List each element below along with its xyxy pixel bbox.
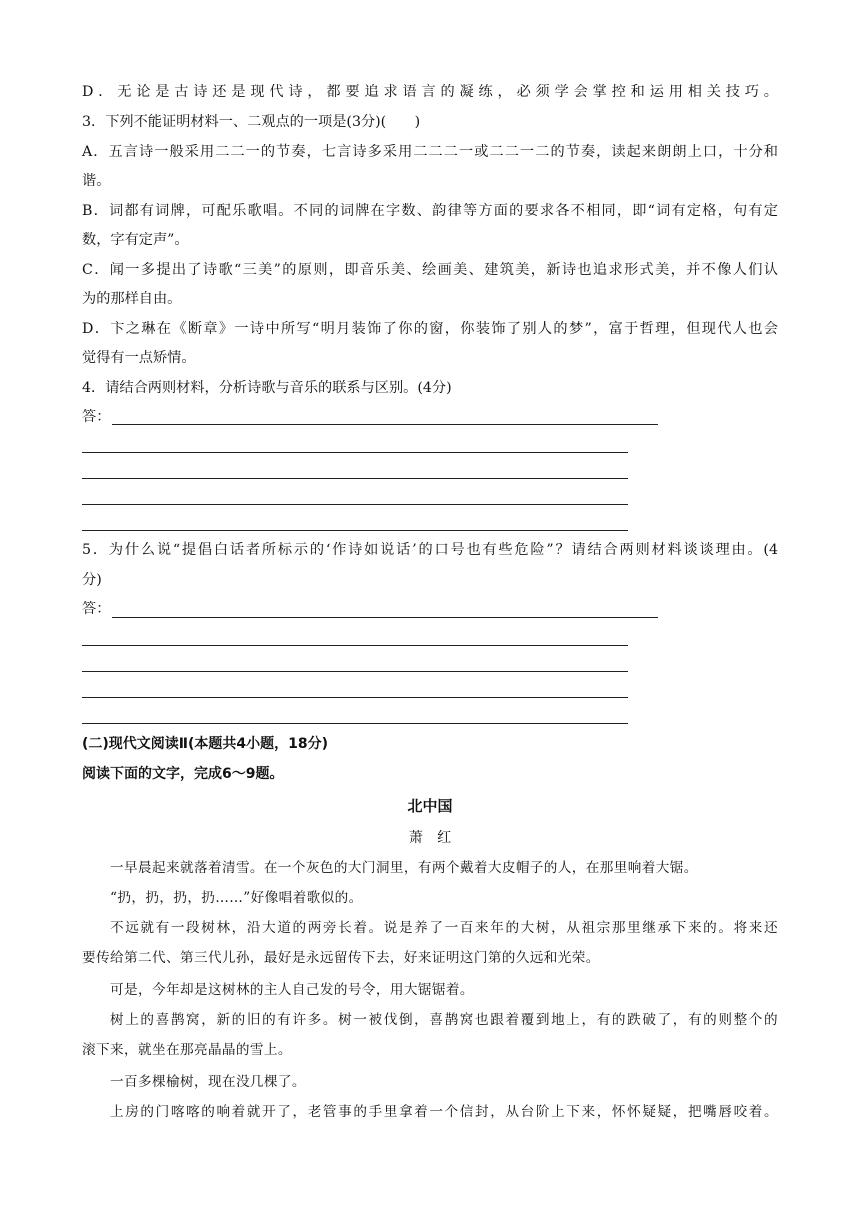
article-paragraph: 可是，今年却是这树林的主人自己发的号令，用大锯锯着。 [110, 982, 474, 998]
q4-answer-line[interactable] [82, 504, 628, 505]
q4-answer-line[interactable] [112, 424, 658, 425]
article-paragraph: 一百多棵榆树，现在没几棵了。 [110, 1074, 306, 1090]
q5-answer-line[interactable] [82, 671, 628, 672]
q3-option-b: B．词都有词牌，可配乐歌唱。不同的词牌在字数、韵律等方面的要求各不相同，即“词有定格，句有定 [82, 203, 778, 219]
section-instruction: 阅读下面的文字，完成6～9题。 [82, 766, 284, 782]
article-title: 北中国 [407, 797, 453, 815]
q3-option-c-cont: 为的那样自由。 [82, 291, 182, 307]
q3-option-c: C．闻一多提出了诗歌“三美”的原则，即音乐美、绘画美、建筑美，新诗也追求形式美，并不像人们认 [82, 262, 778, 278]
q5-stem-cont: 分) [82, 572, 102, 588]
q5-answer-line[interactable] [112, 617, 658, 618]
article-paragraph: 一早晨起来就落着清雪。在一个灰色的大门洞里，有两个戴着大皮帽子的人，在那里响着大锯。 [110, 860, 698, 876]
q3-option-b-cont: 数，字有定声”。 [82, 232, 189, 248]
q4-answer-line[interactable] [82, 530, 628, 531]
q4-stem: 4．请结合两则材料，分析诗歌与音乐的联系与区别。(4分) [82, 380, 452, 396]
q4-answer-line[interactable] [82, 478, 628, 479]
article-author: 萧 红 [408, 830, 452, 846]
article-paragraph: “扔，扔，扔，扔……”好像唱着歌似的。 [110, 890, 363, 906]
q4-answer-line[interactable] [82, 452, 628, 453]
q5-answer-line[interactable] [82, 697, 628, 698]
article-paragraph: 不远就有一段树林，沿大道的两旁长着。说是养了一百来年的大树，从祖宗那里继承下来的。将来还 [110, 920, 778, 936]
q5-answer-line[interactable] [82, 723, 628, 724]
q3-option-d: D．卞之琳在《断章》一诗中所写“明月装饰了你的窗，你装饰了别人的梦”，富于哲理，但现代人也会 [82, 321, 778, 337]
q5-answer-line[interactable] [82, 645, 628, 646]
q3-option-d-cont: 觉得有一点矫情。 [82, 350, 196, 366]
q4-answer-label: 答： [82, 409, 111, 425]
q5-stem: 5．为什么说“提倡白话者所标示的‘作诗如说话’的口号也有些危险”？请结合两则材料谈谈理由。(4 [82, 542, 778, 558]
section-heading: (二)现代文阅读Ⅱ(本题共4小题，18分) [82, 736, 329, 752]
q3-option-a-cont: 谐。 [82, 173, 111, 189]
q3-stem: 3．下列不能证明材料一、二观点的一项是(3分)( ) [82, 114, 421, 130]
article-paragraph: 树上的喜鹊窝，新的旧的有许多。树一被伐倒，喜鹊窝也跟着覆到地上，有的跌破了，有的则整个的 [110, 1012, 778, 1028]
article-paragraph-cont: 要传给第二代、第三代儿孙，最好是永远留传下去，好来证明这门第的久远和光荣。 [82, 950, 600, 966]
q2-option-d: D．无论是古诗还是现代诗，都要追求语言的凝练，必须学会掌控和运用相关技巧。 [82, 84, 778, 100]
q3-option-a: A．五言诗一般采用二二一的节奏，七言诗多采用二二二一或二二一二的节奏，读起来朗朗上口，十分和 [82, 144, 778, 160]
article-paragraph-cont: 滚下来，就坐在那亮晶晶的雪上。 [82, 1042, 292, 1058]
q5-answer-label: 答： [82, 601, 111, 617]
article-paragraph: 上房的门喀喀的响着就开了，老管事的手里拿着一个信封，从台阶上下来，怀怀疑疑，把嘴唇咬着。 [110, 1104, 778, 1120]
